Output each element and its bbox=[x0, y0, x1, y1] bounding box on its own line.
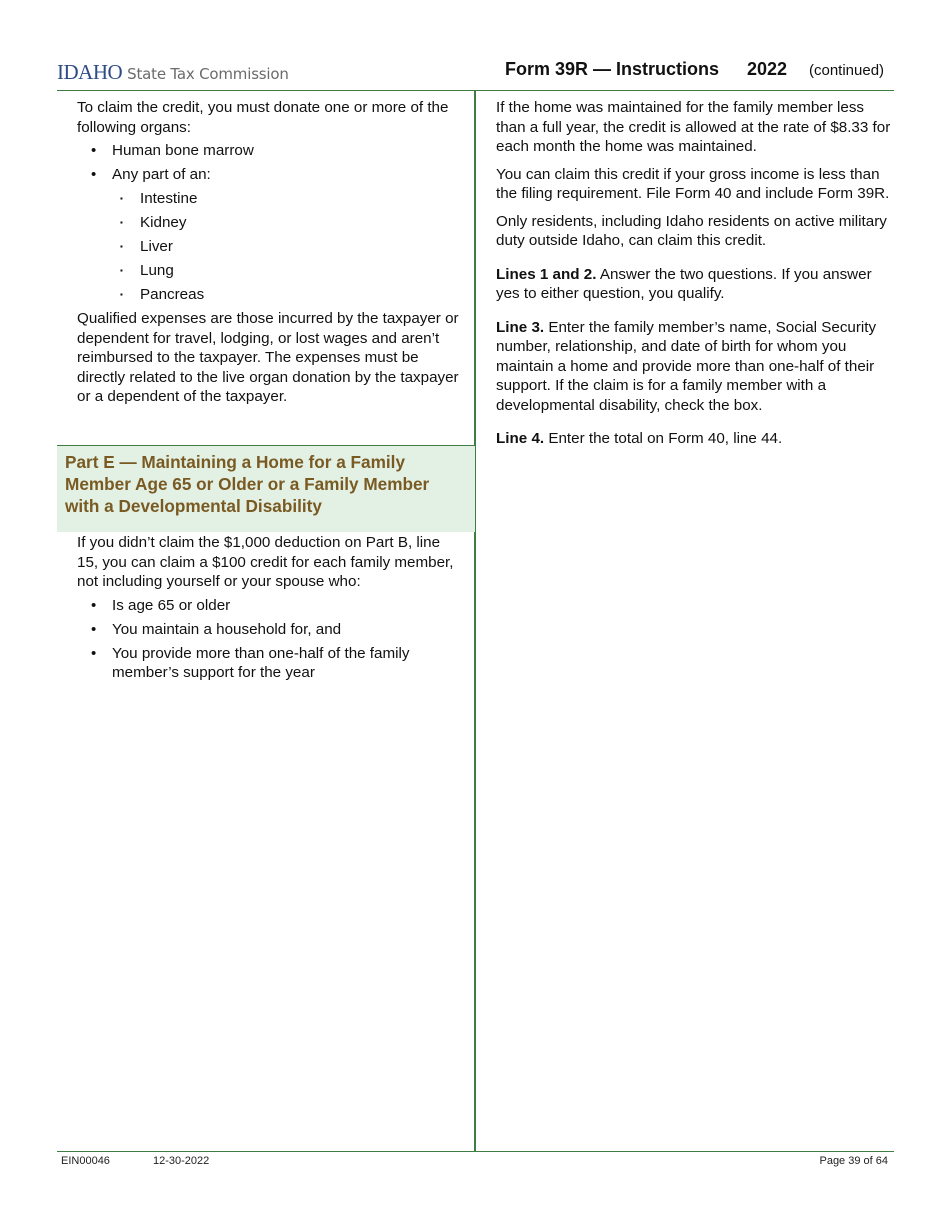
part-e-heading: Part E — Maintaining a Home for a Family Member Age 65 or Older or a Family Member with a Developmental Disability bbox=[65, 452, 430, 516]
column-divider bbox=[474, 90, 476, 1151]
line-4-instruction bbox=[496, 429, 891, 449]
partial-year-paragraph: If the home was maintained for the family member less than a full year, the credit is allowed at the rate of $8.33 for each month the home was maintained. bbox=[496, 99, 891, 155]
part-e-intro: If you didn’t claim the $1,000 deduction on Part B, line 15, you can claim a $100 credit for each family member, not including yourself or your spouse who: bbox=[77, 534, 454, 590]
gross-income-paragraph: You can claim this credit if your gross income is less than the filing requirement. File Form 40 and include Form 39R. bbox=[496, 165, 890, 202]
organ-intro: To claim the credit, you must donate one or more of the following organs: bbox=[77, 99, 449, 136]
lines-1-2-text: Answer the two questions. If you answer yes to either question, you qualify. bbox=[496, 265, 872, 302]
qualified-expenses: Qualified expenses are those incurred by the taxpayer or dependent for travel, lodging, or lost wages and aren’t reimbursed to the taxpayer. The expenses must be directly related to the live organ donation by the taxpayer or a dependent of the taxpayer. bbox=[77, 310, 459, 405]
page-header bbox=[57, 58, 894, 91]
lines-1-2-label: Lines 1 and 2. bbox=[496, 265, 597, 283]
continued-label: (continued) bbox=[809, 62, 885, 79]
part-e-body bbox=[57, 533, 474, 687]
list-item: ▪ Lung bbox=[120, 261, 474, 281]
line-4-label: Line 4. bbox=[496, 430, 545, 447]
page-number: Page 39 of 64 bbox=[819, 1155, 888, 1167]
organ-part-list bbox=[112, 189, 474, 305]
list-item: ▪ Pancreas bbox=[120, 285, 474, 305]
organ-list bbox=[57, 141, 474, 305]
list-item: • Is age 65 or older bbox=[92, 596, 474, 616]
part-e-heading-box bbox=[57, 445, 475, 532]
line-3-label: Line 3. bbox=[496, 318, 545, 336]
form-title: Form 39R — Instructions bbox=[505, 59, 720, 79]
lines-1-2-instruction bbox=[496, 265, 891, 304]
page-footer bbox=[57, 1151, 894, 1167]
residents-paragraph: Only residents, including Idaho residents on active military duty outside Idaho, can claim this credit. bbox=[496, 212, 887, 249]
list-item-text: Any part of an: bbox=[112, 166, 211, 183]
line-3-text: Enter the family member’s name, Social Security number, relationship, and date of birth for whom you maintain a home and provide more than one-half of their support. If the claim is for a family member with a developmental disability, check the box. bbox=[496, 318, 877, 414]
list-item: ▪ Liver bbox=[120, 237, 474, 257]
list-item: • You provide more than one-half of the family member’s support for the year bbox=[92, 644, 474, 683]
list-item: • Human bone marrow bbox=[92, 141, 474, 161]
form-code: EIN00046 bbox=[61, 1155, 110, 1167]
left-column bbox=[57, 98, 474, 407]
idaho-logo bbox=[57, 60, 289, 84]
revision-date: 12-30-2022 bbox=[153, 1155, 210, 1167]
part-e-criteria-list bbox=[57, 596, 474, 683]
list-item bbox=[92, 165, 474, 305]
list-item: ▪ Kidney bbox=[120, 213, 474, 233]
line-4-text: Enter the total on Form 40, line 44. bbox=[544, 430, 783, 447]
logo-idaho-wordmark: IDAHO bbox=[57, 60, 123, 84]
right-column bbox=[496, 98, 891, 449]
form-year: 2022 bbox=[747, 59, 788, 79]
list-item: • You maintain a household for, and bbox=[92, 620, 474, 640]
list-item: ▪ Intestine bbox=[120, 189, 474, 209]
line-3-instruction bbox=[496, 318, 891, 416]
logo-agency-name: State Tax Commission bbox=[127, 65, 289, 83]
